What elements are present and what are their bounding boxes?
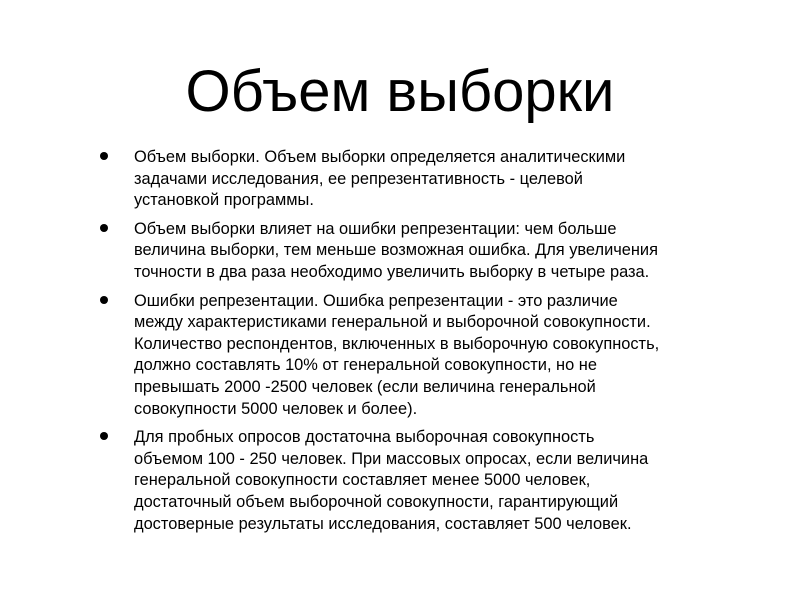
slide-title: Объем выборки [185, 59, 615, 124]
bullet-line: Ошибки репрезентации. Ошибка репрезентации - это различие [134, 291, 618, 310]
bullet-point-icon [100, 224, 108, 232]
bullet-line: должно составлять 10% от генеральной совокупности, но не [134, 356, 597, 375]
bullet-item [96, 427, 736, 535]
bullet-text [134, 219, 736, 284]
bullet-line: установкой программы. [134, 191, 314, 210]
bullet-text [134, 427, 736, 535]
bullet-item [96, 291, 736, 421]
bullet-line: величина выборки, тем меньше возможная ошибка. Для увеличения [134, 241, 658, 260]
bullet-line: задачами исследования, ее репрезентативность - целевой [134, 169, 583, 188]
bullet-line: Для пробных опросов достаточна выборочная совокупность [134, 428, 595, 447]
bullet-line: превышать 2000 -2500 человек (если величина генеральной [134, 377, 596, 396]
bullet-text [134, 147, 736, 212]
bullet-line: достаточный объем выборочной совокупности, гарантирующий [134, 492, 619, 511]
bullet-line: между характеристиками генеральной и выборочной совокупности. [134, 313, 651, 332]
bullet-line: объемом 100 - 250 человек. При массовых опросах, если величина [134, 449, 649, 468]
bullet-line: достоверные результаты исследования, составляет 500 человек. [134, 514, 632, 533]
bullet-text [134, 291, 736, 421]
bullet-line: генеральной совокупности составляет менее 5000 человек, [134, 471, 591, 490]
bullet-point-icon [100, 432, 108, 440]
bullet-point-icon [100, 296, 108, 304]
bullet-list [96, 147, 736, 542]
bullet-line: Объем выборки. Объем выборки определяется аналитическими [134, 148, 626, 166]
bullet-item [96, 219, 736, 284]
bullet-line: Количество респондентов, включенных в выборочную совокупность, [134, 334, 660, 353]
bullet-item [96, 147, 736, 212]
bullet-line: точности в два раза необходимо увеличить выборку в четыре раза. [134, 262, 650, 281]
bullet-line: Объем выборки влияет на ошибки репрезентации: чем больше [134, 219, 617, 238]
bullet-point-icon [100, 152, 108, 160]
bullet-line: совокупности 5000 человек и более). [134, 399, 418, 418]
